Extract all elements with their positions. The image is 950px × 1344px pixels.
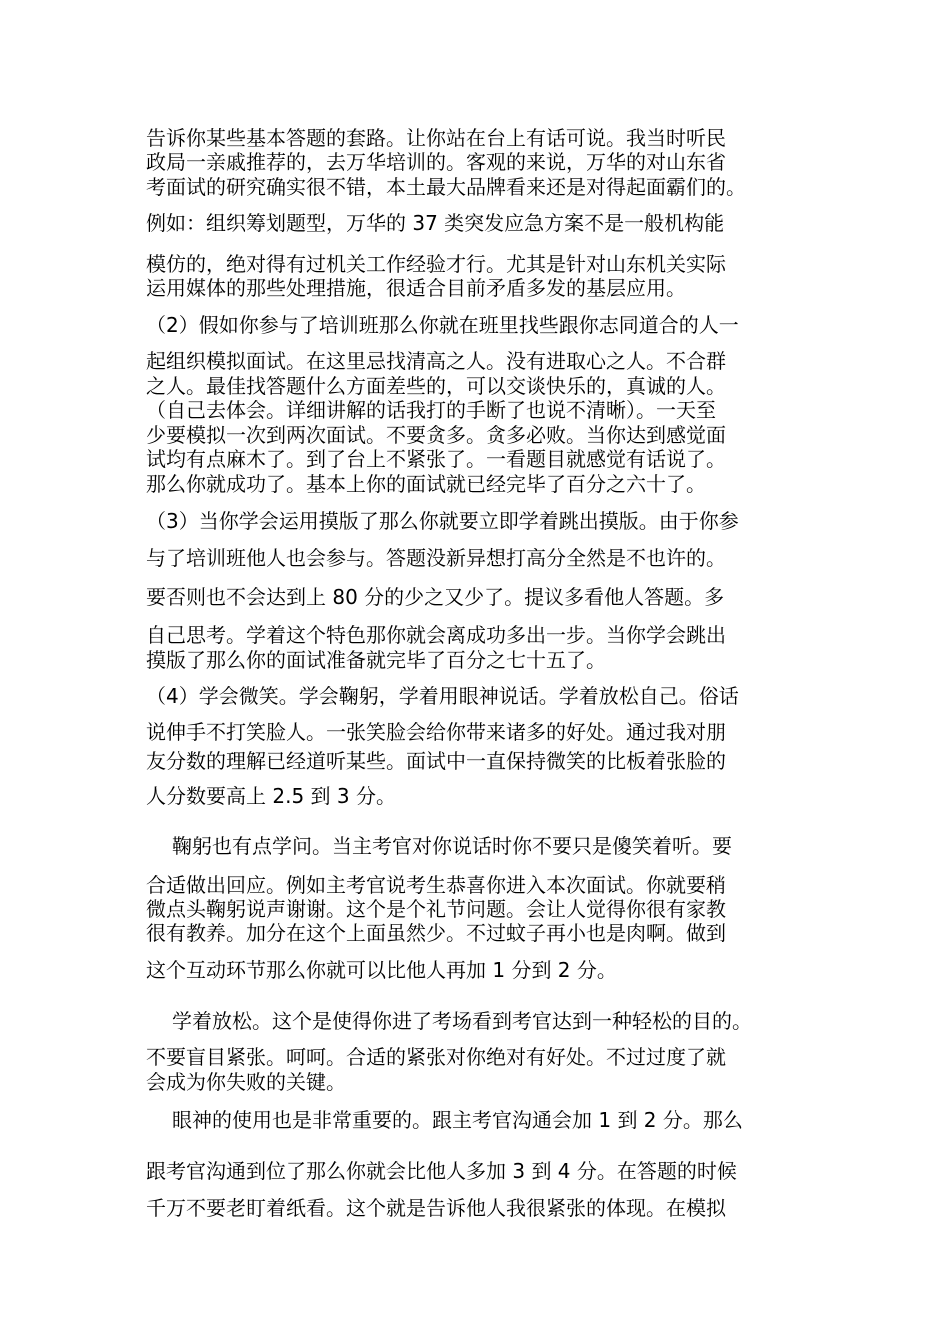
text-line: 少要模拟一次到两次面试。不要贪多。贪多必败。当你达到感觉面 [146,423,726,447]
text-line: 说伸手不打笑脸人。一张笑脸会给你带来诸多的好处。通过我对朋 [146,720,726,744]
text-line: 政局一亲戚推荐的，去万华培训的。客观的来说，万华的对山东省 [146,150,726,174]
text-line: 人分数要高上 2.5 到 3 分。 [146,784,396,808]
text-line: 友分数的理解已经道听某些。面试中一直保持微笑的比板着张脸的 [146,749,726,773]
text-line: 与了培训班他人也会参与。答题没新异想打高分全然是不也许的。 [146,546,726,570]
text-line: 很有教养。加分在这个上面虽然少。不过蚊子再小也是肉啊。做到 [146,921,726,945]
text-line: 会成为你失败的关键。 [146,1070,346,1094]
text-line: 不要盲目紧张。呵呵。合适的紧张对你绝对有好处。不过过度了就 [146,1045,726,1069]
text-line: 眼神的使用也是非常重要的。跟主考官沟通会加 1 到 2 分。那么 [172,1108,743,1132]
text-line: 微点头鞠躬说声谢谢。这个是个礼节问题。会让人觉得你很有家教 [146,897,726,921]
text-line: 例如：组织筹划题型，万华的 37 类突发应急方案不是一般机构能 [146,211,725,235]
text-line: 运用媒体的那些处理措施，很适合目前矛盾多发的基层应用。 [146,276,686,300]
text-line: 起组织模拟面试。在这里忌找清高之人。没有进取心之人。不合群 [146,349,726,373]
text-line: 跟考官沟通到位了那么你就会比他人多加 3 到 4 分。在答题的时候 [146,1159,737,1183]
text-line: 那么你就成功了。基本上你的面试就已经完毕了百分之六十了。 [146,472,706,496]
text-line: 考面试的研究确实很不错，本土最大品牌看来还是对得起面霸们的。 [146,175,746,199]
text-line: 摸版了那么你的面试准备就完毕了百分之七十五了。 [146,648,606,672]
text-line: 要否则也不会达到上 80 分的少之又少了。提议多看他人答题。多 [146,585,725,609]
text-line: 学着放松。这个是使得你进了考场看到考官达到一种轻松的目的。 [172,1009,752,1033]
text-line: （自己去体会。详细讲解的话我打的手断了也说不清晰）。一天至 [146,398,716,422]
text-line: 鞠躬也有点学问。当主考官对你说话时你不要只是傻笑着听。要 [172,834,732,858]
text-line: 自己思考。学着这个特色那你就会离成功多出一步。当你学会跳出 [146,623,726,647]
text-line: （4）学会微笑。学会鞠躬，学着用眼神说话。学着放松自己。俗话 [146,684,739,708]
text-line: 之人。最佳找答题什么方面差些的，可以交谈快乐的，真诚的人。 [146,374,726,398]
text-line: 告诉你某些基本答题的套路。让你站在台上有话可说。我当时听民 [146,126,726,150]
text-line: 这个互动环节那么你就可以比他人再加 1 分到 2 分。 [146,958,617,982]
text-line: （2）假如你参与了培训班那么你就在班里找些跟你志同道合的人一 [146,313,739,337]
text-line: （3）当你学会运用摸版了那么你就要立即学着跳出摸版。由于你参 [146,509,739,533]
text-line: 试均有点麻木了。到了台上不紧张了。一看题目就感觉有话说了。 [146,447,726,471]
text-line: 模仿的，绝对得有过机关工作经验才行。尤其是针对山东机关实际 [146,252,726,276]
text-line: 合适做出回应。例如主考官说考生恭喜你进入本次面试。你就要稍 [146,873,726,897]
text-line: 千万不要老盯着纸看。这个就是告诉他人我很紧张的体现。在模拟 [146,1196,726,1220]
